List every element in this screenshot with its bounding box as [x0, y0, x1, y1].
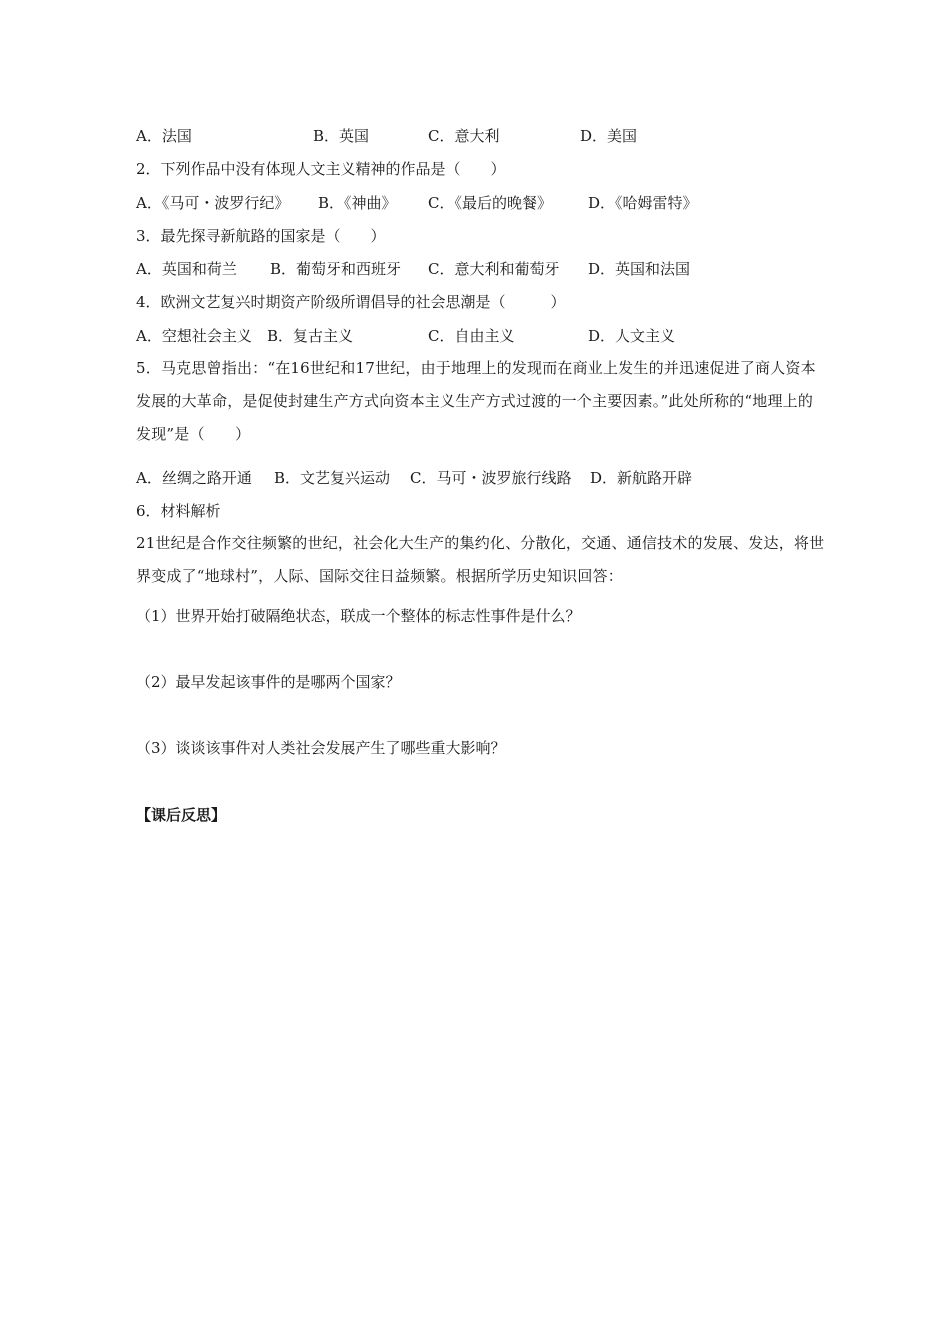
q2-option-d: D．《哈姆雷特》 [588, 194, 698, 212]
q2-option-b: B．《神曲》 [318, 194, 397, 212]
q2-option-c: C．《最后的晚餐》 [428, 194, 552, 212]
q1-option-a: A．法国 [136, 127, 192, 145]
q5-option-c: C．马可・波罗旅行线路 [410, 469, 572, 487]
q3-option-d: D．英国和法国 [588, 260, 691, 278]
q4-stem: 4．欧洲文艺复兴时期资产阶级所谓倡导的社会思潮是（ ） [136, 293, 566, 311]
q3-option-c: C．意大利和葡萄牙 [428, 260, 560, 278]
q1-option-c: C．意大利 [428, 127, 500, 145]
q3-option-b: B．葡萄牙和西班牙 [270, 260, 402, 278]
q3-stem: 3．最先探寻新航路的国家是（ ） [136, 227, 386, 245]
q2-stem: 2．下列作品中没有体现人文主义精神的作品是（ ） [136, 160, 506, 178]
reflection-heading: 【课后反思】 [136, 806, 227, 824]
q6-question-1: （1）世界开始打破隔绝状态，联成一个整体的标志性事件是什么？ [136, 607, 581, 625]
q3-option-a: A．英国和荷兰 [136, 260, 237, 278]
q1-option-b: B．英国 [313, 127, 370, 145]
q6-question-2: （2）最早发起该事件的是哪两个国家？ [136, 673, 401, 691]
q4-option-a: A．空想社会主义 [136, 327, 252, 345]
q6-question-3: （3）谈谈该事件对人类社会发展产生了哪些重大影响？ [136, 739, 506, 757]
q5-option-a: A．丝绸之路开通 [136, 469, 252, 487]
q5-stem: 5．马克思曾指出：“在16世纪和17世纪，由于地理上的发现而在商业上发生的并迅速促进了商人资本发展的大革命，是促使封建生产方式向资本主义生产方式过渡的一个主要因素。”此处所称的“地理上的发现”是（ ） [136, 359, 816, 443]
q4-option-b: B．复古主义 [267, 327, 354, 345]
q2-option-a: A．《马可・波罗行纪》 [136, 194, 290, 212]
q5-option-b: B．文艺复兴运动 [274, 469, 391, 487]
q5-option-d: D．新航路开辟 [590, 469, 693, 487]
q4-option-c: C．自由主义 [428, 327, 515, 345]
q1-option-d: D．美国 [580, 127, 638, 145]
q4-option-d: D．人文主义 [588, 327, 676, 345]
q6-material: 21世纪是合作交往频繁的世纪，社会化大生产的集约化、分散化，交通、通信技术的发展、发达，将世界变成了“地球村”，人际、国际交往日益频繁。根据所学历史知识回答： [136, 534, 825, 585]
q6-title: 6．材料解析 [136, 502, 221, 520]
